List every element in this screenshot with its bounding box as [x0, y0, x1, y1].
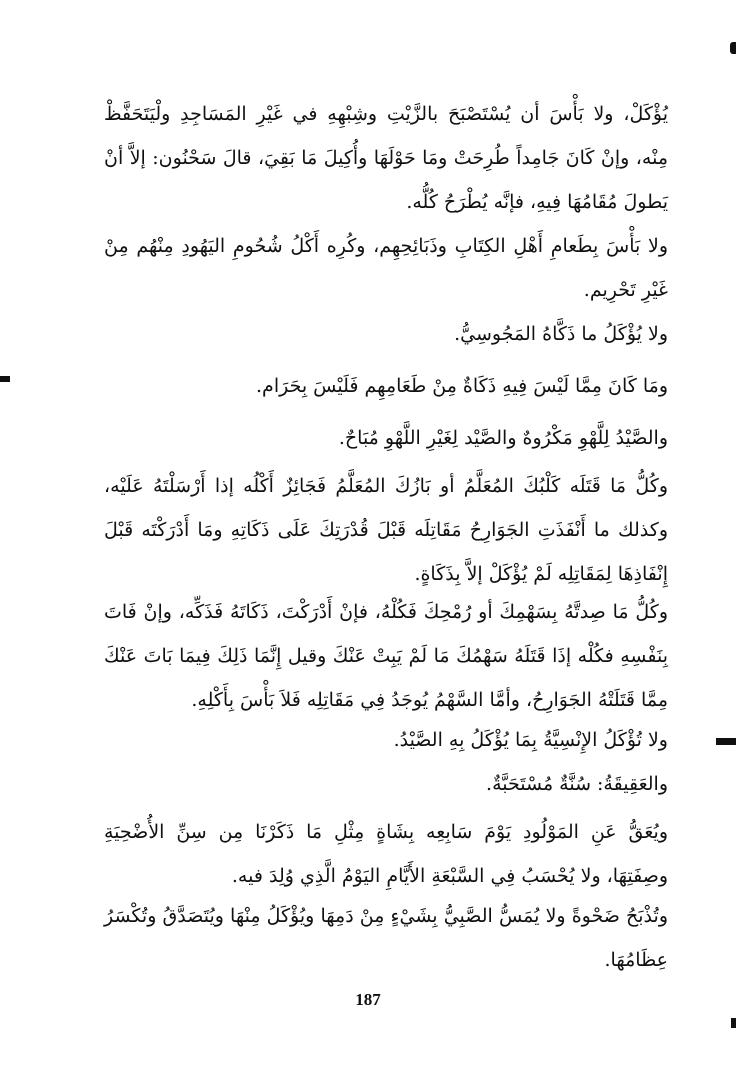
paragraph-aqiqah-day: ويُعَقُّ عَنِ المَوْلُودِ يَوْمَ سَابِعِه بِشَاةٍ مِثْلِ مَا ذَكَرْنَا مِن سِنِّ الأُضْحِيَةِ وصِفَتِهَا، ولا يُحْسَبُ فِي السَّبْعَةِ الأَيَّامِ اليَوْمُ الَّذِي وُلِدَ فيه. — [104, 821, 668, 887]
scan-edge-mark — [716, 738, 736, 745]
paragraph-people-of-book-food: ولا بَأْسَ بِطَعامِ أَهْلِ الكِتَابِ وذَبَائِحِهِم، وكُرِه أَكْلُ شُحُومِ اليَهُودِ مِنْهُم مِنْ غَيْرِ تَحْرِيم. — [104, 235, 668, 301]
scan-edge-mark — [731, 1018, 736, 1028]
paragraph-aqiqah-slaughter: وتُذْبَحُ ضَحْوةً ولا يُمَسُّ الصَّبِيُّ بِشَيْءٍ مِنْ دَمِهَا ويُؤْكَلُ مِنْهَا ويُتَصَدَّقُ وتُكْسَرُ عِظَامُهَا. — [104, 905, 668, 971]
paragraph-oil-usage: يُؤْكَلْ، ولا بَأْسَ أن يُسْتَصْبَحَ بالزَّيْتِ وشِبْهِهِ في غَيْرِ المَسَاجِدِ ولْيَتَحَفَّظْ مِنْه، وإنْ كَانَ جَامِداً طُرِحَتْ ومَا حَوْلَهَا وأُكِيلَ مَا بَقِيَ، قالَ سَحْنُون: إلاَّ أنْ يَطولَ مُقَامُهَا فِيهِ، فإنَّه يُطْرَحُ كُلُّه. — [104, 103, 668, 213]
paragraph-arrow-spear: وكُلُّ مَا صِدتَّهُ بِسَهْمِكَ أو رُمْحِكَ فَكُلْهُ، فإنْ أَدْرَكْتَ، ذَكَاتَهُ فَذَكِّه، وإنْ فَاتَ بِنَفْسِهِ فكُلْه إذَا قَتَلَهُ سَهْمُكَ مَا لَمْ يَبِتْ عَنْكَ وقيل إِنَّمَا ذَلِكَ فِيمَا بَاتَ عَنْكَ مِمَّا قَتَلَتْهُ الجَوَارِحُ، وأمَّا السَّهْمُ يُوجَدُ فِي مَقَاتِلِه فَلاَ بَأْسَ بِأَكْلِهِ. — [104, 601, 668, 711]
paragraph-hunting-ruling: والصَّيْدُ لِلَّهْوِ مَكْرُوهٌ والصَّيْد لِغَيْرِ اللَّهْوِ مُبَاحٌ. — [338, 427, 668, 449]
paragraph-trained-dog-falcon: وكُلُّ مَا قَتَلَه كَلْبُكَ المُعَلَّمُ أو بَازُكَ المُعَلَّمُ فَجَائِزٌ أَكْلُه إذا أَرْسَلْتَهُ عَلَيْه، وكذلك ما أَنْفَذَتِ الجَوَارِحُ مَقَاتِلَه قَبْلَ قُدْرَتِكَ عَلَى ذَكَاتِهِ ومَا أَدْرَكْتَه قَبْلَ إِنْفَاذِهَا لِمَقَاتِلِه لَمْ يُؤْكَلْ إلاَّ بِذَكَاةٍ. — [104, 475, 668, 585]
scan-edge-mark — [0, 376, 10, 382]
paragraph-non-slaughtered-food: ومَا كَانَ مِمَّا لَيْسَ فِيهِ ذَكَاةٌ مِنْ طَعَامِهِم فَلَيْسَ بِحَرَام. — [256, 375, 668, 397]
scan-edge-mark — [730, 42, 736, 54]
page-number: 187 — [355, 990, 381, 1009]
paragraph-aqiqah-sunnah: والعَقِيقَةُ: سُنَّةٌ مُسْتَحَبَّةٌ. — [486, 773, 668, 795]
paragraph-domestic-animals: ولا تُؤْكَلُ الإِنْسِيَّةُ بِمَا يُؤْكَلُ بِهِ الصَّيْدُ. — [393, 729, 668, 751]
paragraph-magian-slaughter: ولا يُؤْكَلُ ما ذَكَّاهُ المَجُوسِيُّ. — [454, 323, 668, 345]
